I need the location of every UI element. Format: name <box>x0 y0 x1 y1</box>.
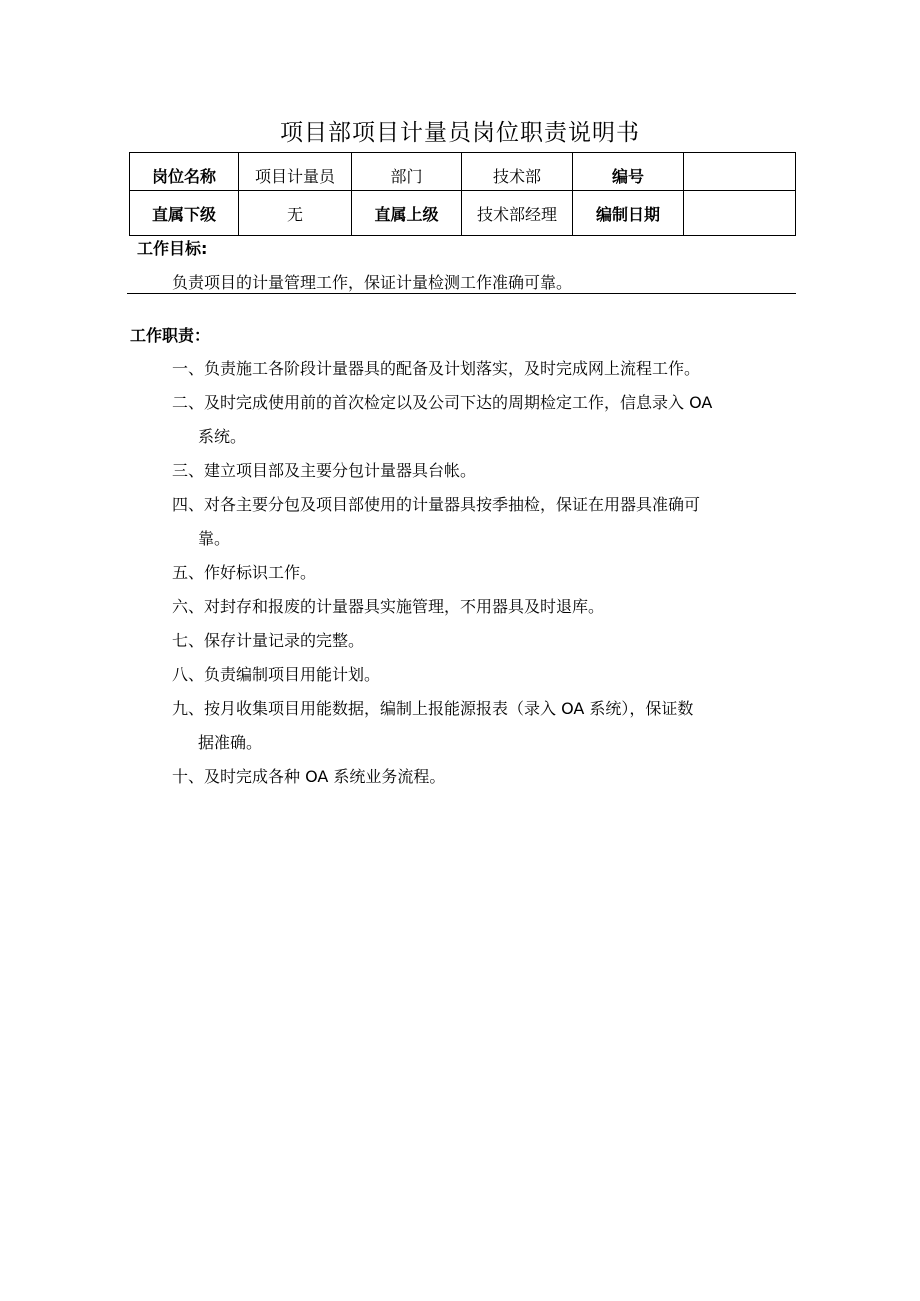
work-goal-text: 负责项目的计量管理工作，保证计量检测工作准确可靠。 <box>172 273 573 292</box>
number-label: 编号 <box>573 153 684 191</box>
list-item <box>172 556 802 590</box>
work-goal-heading: 工作目标: <box>137 239 208 258</box>
list-item <box>172 760 802 794</box>
position-info-table <box>129 152 796 236</box>
list-item <box>172 352 802 386</box>
table-row <box>130 191 796 236</box>
list-item <box>172 488 802 556</box>
duty-text: 八、负责编制项目用能计划。 <box>172 665 381 684</box>
duty-text: 二、及时完成使用前的首次检定以及公司下达的周期检定工作，信息录入 OA <box>172 393 713 412</box>
duty-text: 三、建立项目部及主要分包计量器具台帐。 <box>172 461 477 480</box>
duty-text: 九、按月收集项目用能数据，编制上报能源报表（录入 OA 系统），保证数 <box>172 699 694 718</box>
compile-date-value <box>684 191 796 236</box>
duty-text: 六、对封存和报废的计量器具实施管理，不用器具及时退库。 <box>172 597 605 616</box>
department-label: 部门 <box>352 153 462 191</box>
duty-text: 一、负责施工各阶段计量器具的配备及计划落实，及时完成网上流程工作。 <box>172 359 701 378</box>
duty-text: 五、作好标识工作。 <box>172 563 317 582</box>
number-value <box>684 153 796 191</box>
list-item <box>172 624 802 658</box>
position-name-value: 项目计量员 <box>239 153 352 191</box>
duty-text-continued: 据准确。 <box>198 733 263 752</box>
duty-list <box>172 352 802 794</box>
list-item <box>172 454 802 488</box>
direct-subordinate-value: 无 <box>239 191 352 236</box>
duty-text-continued: 系统。 <box>198 427 247 446</box>
duty-text-continued: 靠。 <box>198 529 231 548</box>
table-row <box>130 153 796 191</box>
compile-date-label: 编制日期 <box>573 191 684 236</box>
section-divider <box>127 293 796 294</box>
direct-subordinate-label: 直属下级 <box>130 191 239 236</box>
work-duties-heading: 工作职责： <box>130 326 211 345</box>
department-value: 技术部 <box>462 153 573 191</box>
direct-superior-label: 直属上级 <box>352 191 462 236</box>
duty-text: 十、及时完成各种 OA 系统业务流程。 <box>172 767 446 786</box>
position-name-label: 岗位名称 <box>130 153 239 191</box>
duty-text: 四、对各主要分包及项目部使用的计量器具按季抽检，保证在用器具准确可 <box>172 495 701 514</box>
list-item <box>172 590 802 624</box>
list-item <box>172 692 802 760</box>
duty-text: 七、保存计量记录的完整。 <box>172 631 365 650</box>
direct-superior-value: 技术部经理 <box>462 191 573 236</box>
list-item <box>172 386 802 454</box>
list-item <box>172 658 802 692</box>
document-title: 项目部项目计量员岗位职责说明书 <box>280 120 640 146</box>
